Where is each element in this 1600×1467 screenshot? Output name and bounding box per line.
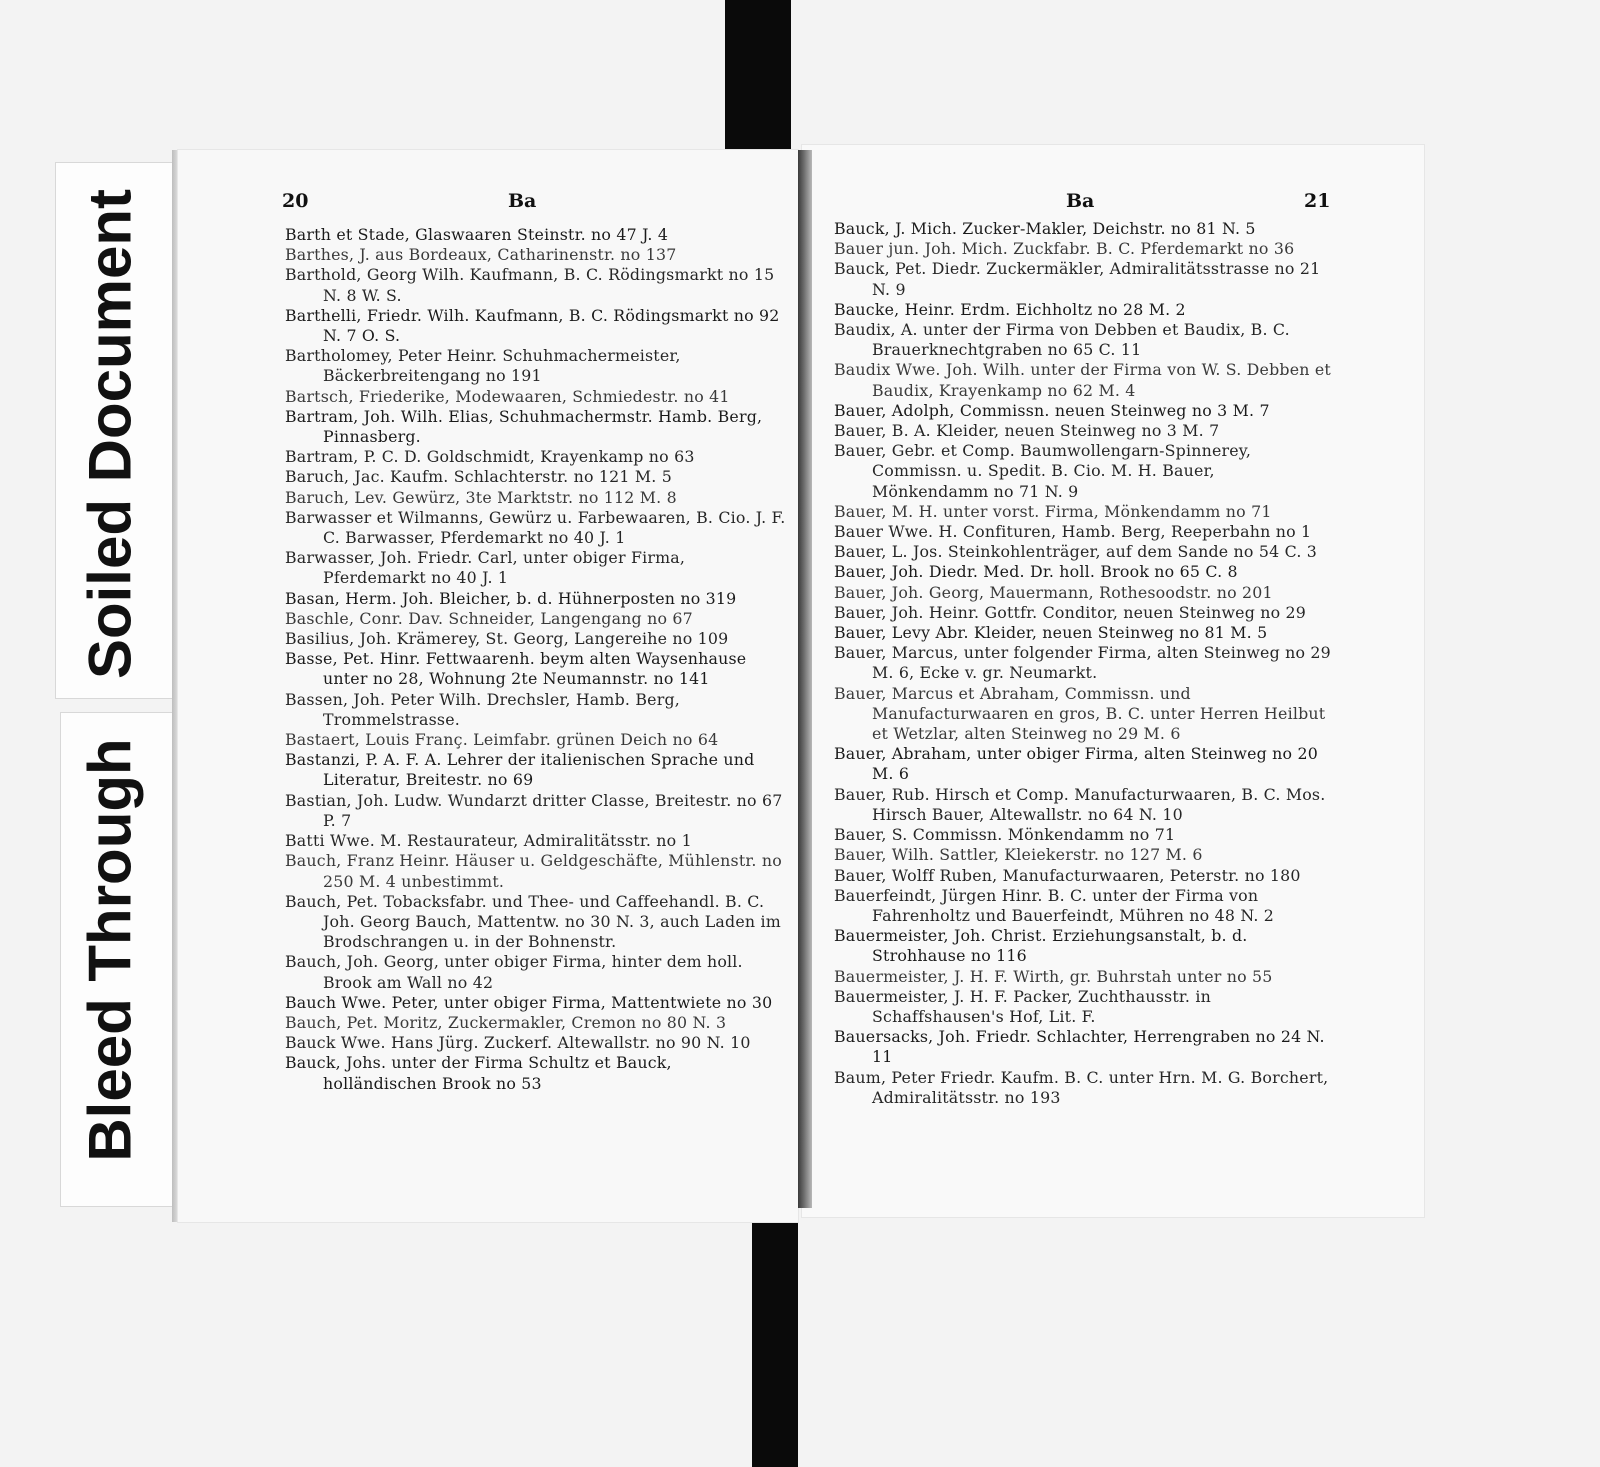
binding-strip-top — [725, 0, 791, 150]
directory-entry: Bauch, Pet. Moritz, Zuckermakler, Cremon no 80 N. 3 — [285, 1012, 727, 1032]
directory-entry: Bartholomey, Peter Heinr. Schuhmachermeister, Bäckerbreitengang no 191 — [285, 346, 681, 386]
directory-entry: Bauck, Pet. Diedr. Zuckermäkler, Admiralitätsstrasse no 21 N. 9 — [834, 259, 1321, 299]
directory-entry: Bauer, Joh. Heinr. Gottfr. Conditor, neuen Steinweg no 29 — [834, 602, 1307, 622]
directory-entry: Bauermeister, J. H. F. Wirth, gr. Buhrstah unter no 55 — [834, 966, 1273, 986]
directory-entry: Bauerfeindt, Jürgen Hinr. B. C. unter der Firma von Fahrenholtz und Bauerfeindt, Mühren no 48 N. 2 — [834, 885, 1275, 925]
directory-entry: Basan, Herm. Joh. Bleicher, b. d. Hühnerposten no 319 — [285, 588, 737, 608]
directory-entry: Bauer Wwe. H. Confituren, Hamb. Berg, Reeperbahn no 1 — [834, 522, 1312, 542]
directory-entry: Bauer, Wilh. Sattler, Kleiekerstr. no 127 M. 6 — [834, 845, 1203, 865]
directory-entry: Bauermeister, Joh. Christ. Erziehungsanstalt, b. d. Strohhause no 116 — [834, 926, 1248, 966]
directory-entry: Basse, Pet. Hinr. Fettwaarenh. beym alten Waysenhause unter no 28, Wohnung 2te Neumannstr. no 141 — [285, 649, 747, 689]
directory-entry: Bauer, L. Jos. Steinkohlenträger, auf dem Sande no 54 C. 3 — [834, 542, 1318, 562]
directory-entry: Bauch, Franz Heinr. Häuser u. Geldgeschäfte, Mühlenstr. no 250 M. 4 unbestimmt. — [285, 851, 782, 891]
directory-entry: Bauch, Pet. Tobacksfabr. und Thee- und Caffeehandl. B. C. Joh. Georg Bauch, Mattentw. no 30 N. 3, auch Laden im Brodschrangen u. in der Bohnenstr. — [285, 891, 781, 952]
soiled-document-label: Soiled Document — [76, 188, 144, 680]
directory-entry: Bauer, Marcus et Abraham, Commissn. und Manufacturwaaren en gros, B. C. unter Herren Heilbut et Wetzlar, alten Steinweg no 29 M. 6 — [834, 683, 1326, 744]
directory-entry: Barth et Stade, Glaswaaren Steinstr. no 47 J. 4 — [285, 225, 669, 244]
directory-entry: Bastanzi, P. A. F. A. Lehrer der italienischen Sprache und Literatur, Breitestr. no 69 — [285, 750, 755, 790]
directory-entry: Bauer, M. H. unter vorst. Firma, Mönkendamm no 71 — [834, 501, 1272, 521]
directory-entry: Barwasser, Joh. Friedr. Carl, unter obiger Firma, Pferdemarkt no 40 J. 1 — [285, 548, 686, 588]
directory-entry: Bauermeister, J. H. F. Packer, Zuchthausstr. in Schaffshausen's Hof, Lit. F. — [834, 986, 1211, 1026]
directory-entry: Baum, Peter Friedr. Kaufm. B. C. unter Hrn. M. G. Borchert, Admiralitätsstr. no 193 — [834, 1067, 1329, 1107]
directory-entry: Bauck Wwe. Hans Jürg. Zuckerf. Altewallstr. no 90 N. 10 — [285, 1033, 751, 1053]
directory-entry: Bastian, Joh. Ludw. Wundarzt dritter Classe, Breitestr. no 67 P. 7 — [285, 790, 783, 830]
left-page-header: Ba — [508, 190, 537, 212]
directory-entry: Baudix Wwe. Joh. Wilh. unter der Firma von W. S. Debben et Baudix, Krayenkamp no 62 M. 4 — [834, 360, 1331, 400]
directory-entry: Bauch Wwe. Peter, unter obiger Firma, Mattentwiete no 30 — [285, 992, 773, 1012]
directory-entry: Bauer, Rub. Hirsch et Comp. Manufacturwaaren, B. C. Mos. Hirsch Bauer, Altewallstr. no 64 N. 10 — [834, 784, 1326, 824]
right-page-number: 21 — [1304, 190, 1331, 212]
directory-entry: Bauer, Wolff Ruben, Manufacturwaaren, Peterstr. no 180 — [834, 865, 1301, 885]
directory-entry: Bauer, Abraham, unter obiger Firma, alten Steinweg no 20 M. 6 — [834, 744, 1318, 784]
directory-entry: Barwasser et Wilmanns, Gewürz u. Farbewaaren, B. Cio. J. F. C. Barwasser, Pferdemarkt no 40 J. 1 — [285, 507, 786, 548]
directory-entry: Barthelli, Friedr. Wilh. Kaufmann, B. C. Rödingsmarkt no 92 N. 7 O. S. — [285, 305, 780, 346]
directory-entry: Basilius, Joh. Krämerey, St. Georg, Langereihe no 109 — [285, 629, 729, 649]
directory-entry: Bauer, Adolph, Commissn. neuen Steinweg no 3 M. 7 — [834, 400, 1270, 420]
directory-entry: Bauer, Marcus, unter folgender Firma, alten Steinweg no 29 M. 6, Ecke v. gr. Neumarkt. — [834, 643, 1331, 683]
directory-entry: Baschle, Conr. Dav. Schneider, Langengang no 67 — [285, 608, 693, 628]
book-gutter — [798, 150, 812, 1208]
directory-entry: Bauer, Levy Abr. Kleider, neuen Steinweg no 81 M. 5 — [834, 623, 1268, 643]
left-page-number: 20 — [282, 190, 309, 212]
directory-entry: Bartram, Joh. Wilh. Elias, Schuhmachermstr. Hamb. Berg, Pinnasberg. — [285, 406, 763, 447]
directory-entry: Baucke, Heinr. Erdm. Eichholtz no 28 M. 2 — [834, 299, 1186, 319]
binding-strip-bottom — [752, 1208, 798, 1467]
directory-entry: Baruch, Lev. Gewürz, 3te Marktstr. no 112 M. 8 — [285, 487, 677, 507]
right-page-header: Ba — [1066, 190, 1095, 212]
directory-entry: Batti Wwe. M. Restaurateur, Admiralitätsstr. no 1 — [285, 831, 692, 851]
directory-entry: Bauch, Joh. Georg, unter obiger Firma, hinter dem holl. Brook am Wall no 42 — [285, 952, 743, 992]
directory-entry: Bauer, Joh. Georg, Mauermann, Rothesoodstr. no 201 — [834, 582, 1273, 602]
directory-entry: Bassen, Joh. Peter Wilh. Drechsler, Hamb. Berg, Trommelstrasse. — [285, 689, 681, 729]
directory-entry: Barthes, J. aus Bordeaux, Catharinenstr. no 137 — [285, 245, 677, 265]
directory-entry: Baudix, A. unter der Firma von Debben et Baudix, B. C. Brauerknechtgraben no 65 C. 11 — [834, 320, 1290, 360]
directory-entry: Bauck, Johs. unter der Firma Schultz et Bauck, holländischen Brook no 53 — [285, 1053, 672, 1093]
directory-entry: Bartram, P. C. D. Goldschmidt, Krayenkamp no 63 — [285, 447, 695, 467]
right-entry-list — [834, 219, 1334, 1108]
directory-entry: Bauck, J. Mich. Zucker-Makler, Deichstr. no 81 N. 5 — [834, 219, 1256, 238]
bleed-through-label: Bleed Through — [76, 738, 144, 1162]
directory-entry: Bauer jun. Joh. Mich. Zuckfabr. B. C. Pferdemarkt no 36 — [834, 239, 1295, 259]
directory-entry: Bauer, S. Commissn. Mönkendamm no 71 — [834, 825, 1176, 845]
left-entry-list — [285, 225, 790, 1094]
directory-entry: Baruch, Jac. Kaufm. Schlachterstr. no 121 M. 5 — [285, 467, 672, 487]
directory-entry: Bauer, Gebr. et Comp. Baumwollengarn-Spinnerey, Commissn. u. Spedit. B. Cio. M. H. Bauer, Mönkendamm no 71 N. 9 — [834, 441, 1252, 501]
directory-entry: Barthold, Georg Wilh. Kaufmann, B. C. Rödingsmarkt no 15 N. 8 W. S. — [285, 265, 775, 305]
directory-entry: Bastaert, Louis Franç. Leimfabr. grünen Deich no 64 — [285, 730, 719, 750]
directory-entry: Bauer, Joh. Diedr. Med. Dr. holl. Brook no 65 C. 8 — [834, 562, 1238, 582]
directory-entry: Bauersacks, Joh. Friedr. Schlachter, Herrengraben no 24 N. 11 — [834, 1027, 1325, 1067]
directory-entry: Bartsch, Friederike, Modewaaren, Schmiedestr. no 41 — [285, 386, 730, 406]
directory-entry: Bauer, B. A. Kleider, neuen Steinweg no 3 M. 7 — [834, 421, 1220, 441]
